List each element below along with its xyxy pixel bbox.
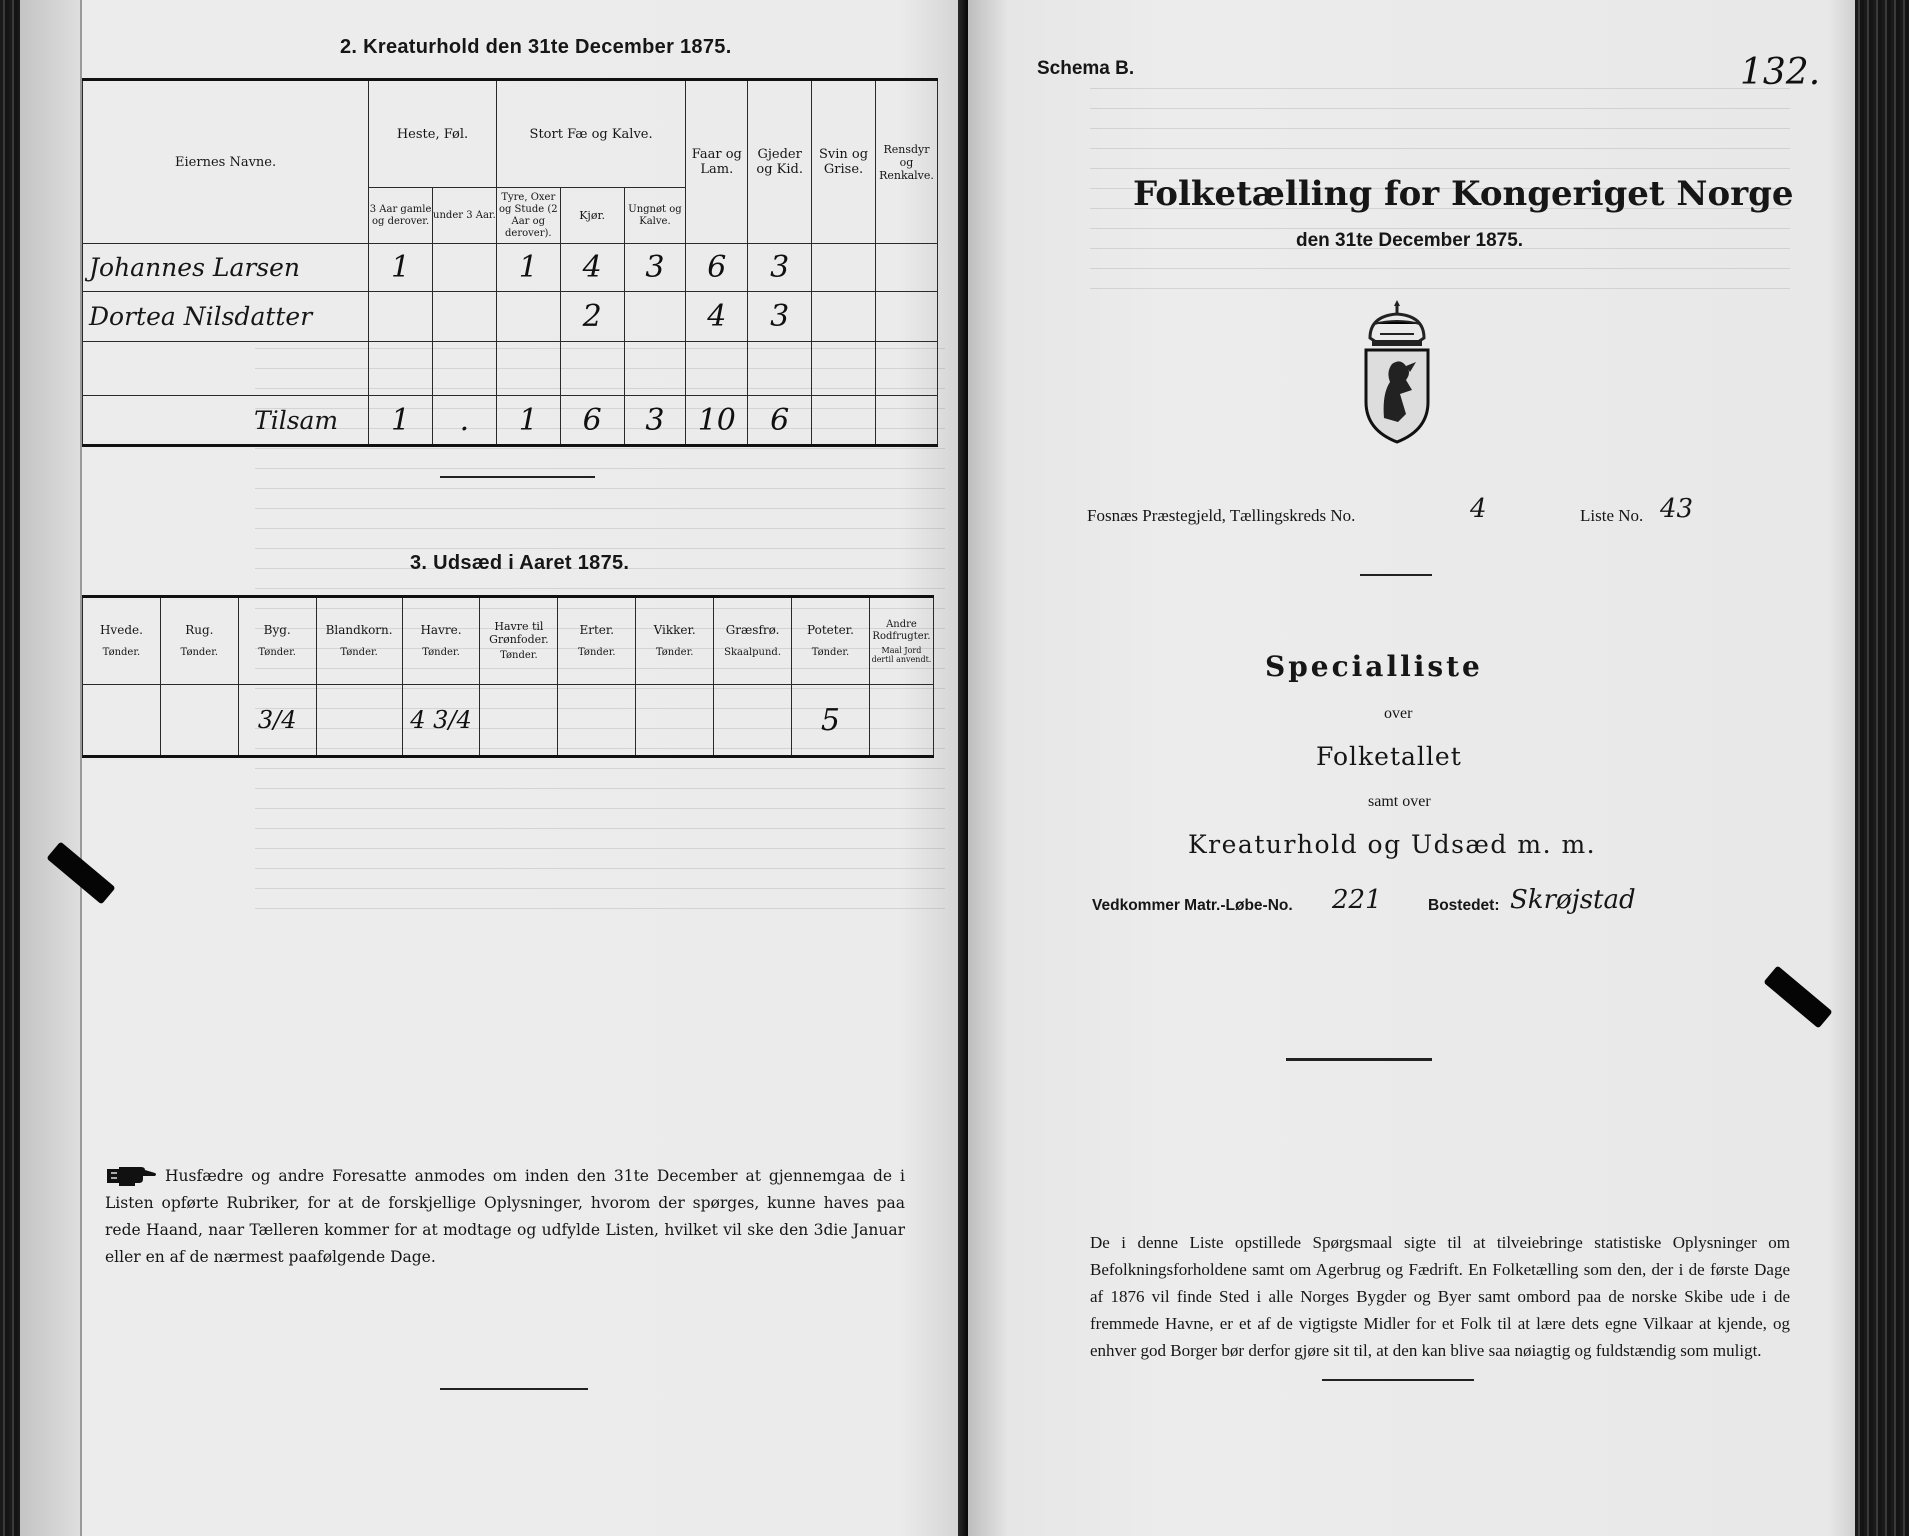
bosted-label: Bostedet:	[1428, 897, 1500, 914]
seed-value-cell	[714, 685, 792, 757]
seed-header-cell: Havre til Grønfoder. Tønder.	[480, 597, 558, 685]
folketallet-text: Folketallet	[1316, 742, 1462, 771]
seed-header-row	[83, 597, 934, 685]
cows-cell	[560, 342, 624, 396]
horses-old-header: 3 Aar gamle og derover.	[369, 188, 433, 244]
seed-header-cell: Vikker. Tønder.	[636, 597, 714, 685]
bosted-value: Skrøjstad	[1510, 885, 1636, 915]
pigs-cell	[812, 292, 876, 342]
seed-header-cell: Andre Rodfrugter. Maal Jord dertil anvendt.	[869, 597, 933, 685]
reindeer-header: Rensdyr og Renkalve.	[875, 80, 937, 244]
seed-value-cell	[480, 685, 558, 757]
list-number: 43	[1660, 494, 1694, 524]
seed-value-cell	[316, 685, 402, 757]
seed-value-cell: 5	[792, 685, 870, 757]
section2-title: 2. Kreaturhold den 31te December 1875.	[340, 36, 732, 58]
explanation-paragraph: De i denne Liste opstillede Spørgsmaal sigte til at tilveiebringe statistiske Oplysninger om Befolkningsforholdene samt om Agerbrug og Fædrift. En Folketælling som den, der i de første Dage af 1876 vil finde Sted i alle Norges Bygder og Byer samt ombord paa de norske Skibe ude i de fremmede Havne, er et af de vigtigste Midler for et Folk til at lære dets egne Vilkaar at kjende, og enhver god Borger bør derfor gjøre sit til, at den kan blive saa nøiagtig og fuldstændig som muligt.	[1090, 1233, 1790, 1360]
over-text-1: over	[1384, 705, 1413, 722]
horses-young-cell	[433, 342, 497, 396]
horses-young-cell	[433, 292, 497, 342]
cows-cell: 4	[560, 244, 624, 292]
seed-header-cell: Græsfrø. Skaalpund.	[714, 597, 792, 685]
calves-header: Ungnøt og Kalve.	[624, 188, 686, 244]
census-date: den 31te December 1875.	[1296, 230, 1524, 251]
pigs-cell	[812, 244, 876, 292]
table-row	[83, 342, 938, 396]
sheep-cell: 4	[686, 292, 748, 342]
horses-young-header: under 3 Aar.	[433, 188, 497, 244]
calves-cell	[624, 292, 686, 342]
total-goats-cell: 6	[748, 396, 812, 446]
seed-table	[82, 595, 934, 758]
cattle-group-header: Stort Fæ og Kalve.	[496, 80, 686, 188]
cows-cell: 2	[560, 292, 624, 342]
seed-header-cell: Rug. Tønder.	[160, 597, 238, 685]
pigs-cell	[812, 342, 876, 396]
bottom-rule-right	[1322, 1379, 1474, 1381]
goats-cell	[748, 342, 812, 396]
sheep-cell	[686, 342, 748, 396]
parish-label: Fosnæs Præstegjeld, Tællingskreds No.	[1087, 506, 1356, 525]
seed-header-cell: Byg. Tønder.	[238, 597, 316, 685]
list-label: Liste No.	[1580, 506, 1644, 525]
sheep-header: Faar og Lam.	[686, 80, 748, 244]
horses-old-cell	[369, 342, 433, 396]
matr-label: Vedkommer Matr.-Løbe-No.	[1092, 897, 1293, 914]
pigs-header: Svin og Grise.	[812, 80, 876, 244]
seed-header-cell: Poteter. Tønder.	[792, 597, 870, 685]
total-sheep-cell: 10	[686, 396, 748, 446]
census-title: Folketælling for Kongeriget Norge	[1133, 174, 1794, 214]
bulls-cell	[496, 342, 560, 396]
left-page-binding-strip	[20, 0, 82, 1536]
owner-header: Eiernes Navne.	[83, 80, 369, 244]
bulls-header: Tyre, Oxer og Stude (2 Aar og derover).	[496, 188, 560, 244]
seed-value-cell	[160, 685, 238, 757]
table-row	[83, 244, 938, 292]
book-edge-right	[1855, 0, 1909, 1536]
horses-group-header: Heste, Føl.	[369, 80, 497, 188]
seed-header-cell: Erter. Tønder.	[558, 597, 636, 685]
matr-number: 221	[1332, 885, 1382, 915]
table-row	[83, 292, 938, 342]
horses-old-cell	[369, 292, 433, 342]
seed-header-cell: Blandkorn. Tønder.	[316, 597, 402, 685]
goats-header: Gjeder og Kid.	[748, 80, 812, 244]
owner-name-cell: Dortea Nilsdatter	[83, 292, 369, 342]
notice-text: Husfædre og andre Foresatte anmodes om inden den 31te December at gjennemgaa de i Listen opførte Rubriker, for at de forskjellige Oplysninger, hvorom der spørges, kunne haves paa rede Haand, naar Tælleren kommer for at modtage og udfylde Listen, hvilket vil ske den 3die Januar eller en af de nærmest paafølgende Dage.	[105, 1167, 905, 1266]
total-pigs-cell	[812, 396, 876, 446]
samt-over-text: samt over	[1368, 793, 1431, 810]
small-rule	[1360, 574, 1432, 576]
book-edge-left	[0, 0, 20, 1536]
total-reindeer-cell	[875, 396, 937, 446]
seed-value-cell	[869, 685, 933, 757]
total-horses-young-cell: .	[433, 396, 497, 446]
ornament-rule	[1286, 1058, 1432, 1061]
bulls-cell: 1	[496, 244, 560, 292]
horses-old-cell: 1	[369, 244, 433, 292]
seed-value-cell	[558, 685, 636, 757]
goats-cell: 3	[748, 244, 812, 292]
page-number: 132.	[1740, 52, 1821, 93]
seed-values-row	[83, 685, 934, 757]
reindeer-cell	[875, 292, 937, 342]
seed-header-cell: Havre. Tønder.	[402, 597, 480, 685]
cows-header: Kjør.	[560, 188, 624, 244]
schema-label: Schema B.	[1037, 58, 1135, 79]
instructions-notice	[105, 1163, 905, 1271]
sheep-cell: 6	[686, 244, 748, 292]
calves-cell: 3	[624, 244, 686, 292]
total-cows-cell: 6	[560, 396, 624, 446]
seed-header-cell: Hvede. Tønder.	[83, 597, 161, 685]
calves-cell	[624, 342, 686, 396]
bottom-rule-left	[440, 1388, 588, 1390]
total-bulls-cell: 1	[496, 396, 560, 446]
separator-rule	[440, 476, 595, 478]
seed-value-cell	[83, 685, 161, 757]
reindeer-cell	[875, 244, 937, 292]
total-label-cell: Tilsam	[83, 396, 369, 446]
seed-value-cell: 3/4	[238, 685, 316, 757]
kreaturhold-heading: Kreaturhold og Udsæd m. m.	[1188, 830, 1597, 859]
district-number: 4	[1470, 494, 1487, 524]
livestock-table	[82, 78, 938, 447]
total-calves-cell: 3	[624, 396, 686, 446]
coat-of-arms-icon	[1360, 298, 1434, 444]
seed-value-cell: 4 3/4	[402, 685, 480, 757]
goats-cell: 3	[748, 292, 812, 342]
owner-name-cell: Johannes Larsen	[83, 244, 369, 292]
owner-name-cell	[83, 342, 369, 396]
specialliste-heading: Specialliste	[1265, 650, 1483, 683]
section3-title: 3. Udsæd i Aaret 1875.	[410, 552, 630, 574]
horses-young-cell	[433, 244, 497, 292]
total-row	[83, 396, 938, 446]
total-horses-old-cell: 1	[369, 396, 433, 446]
seed-value-cell	[636, 685, 714, 757]
reindeer-cell	[875, 342, 937, 396]
bulls-cell	[496, 292, 560, 342]
